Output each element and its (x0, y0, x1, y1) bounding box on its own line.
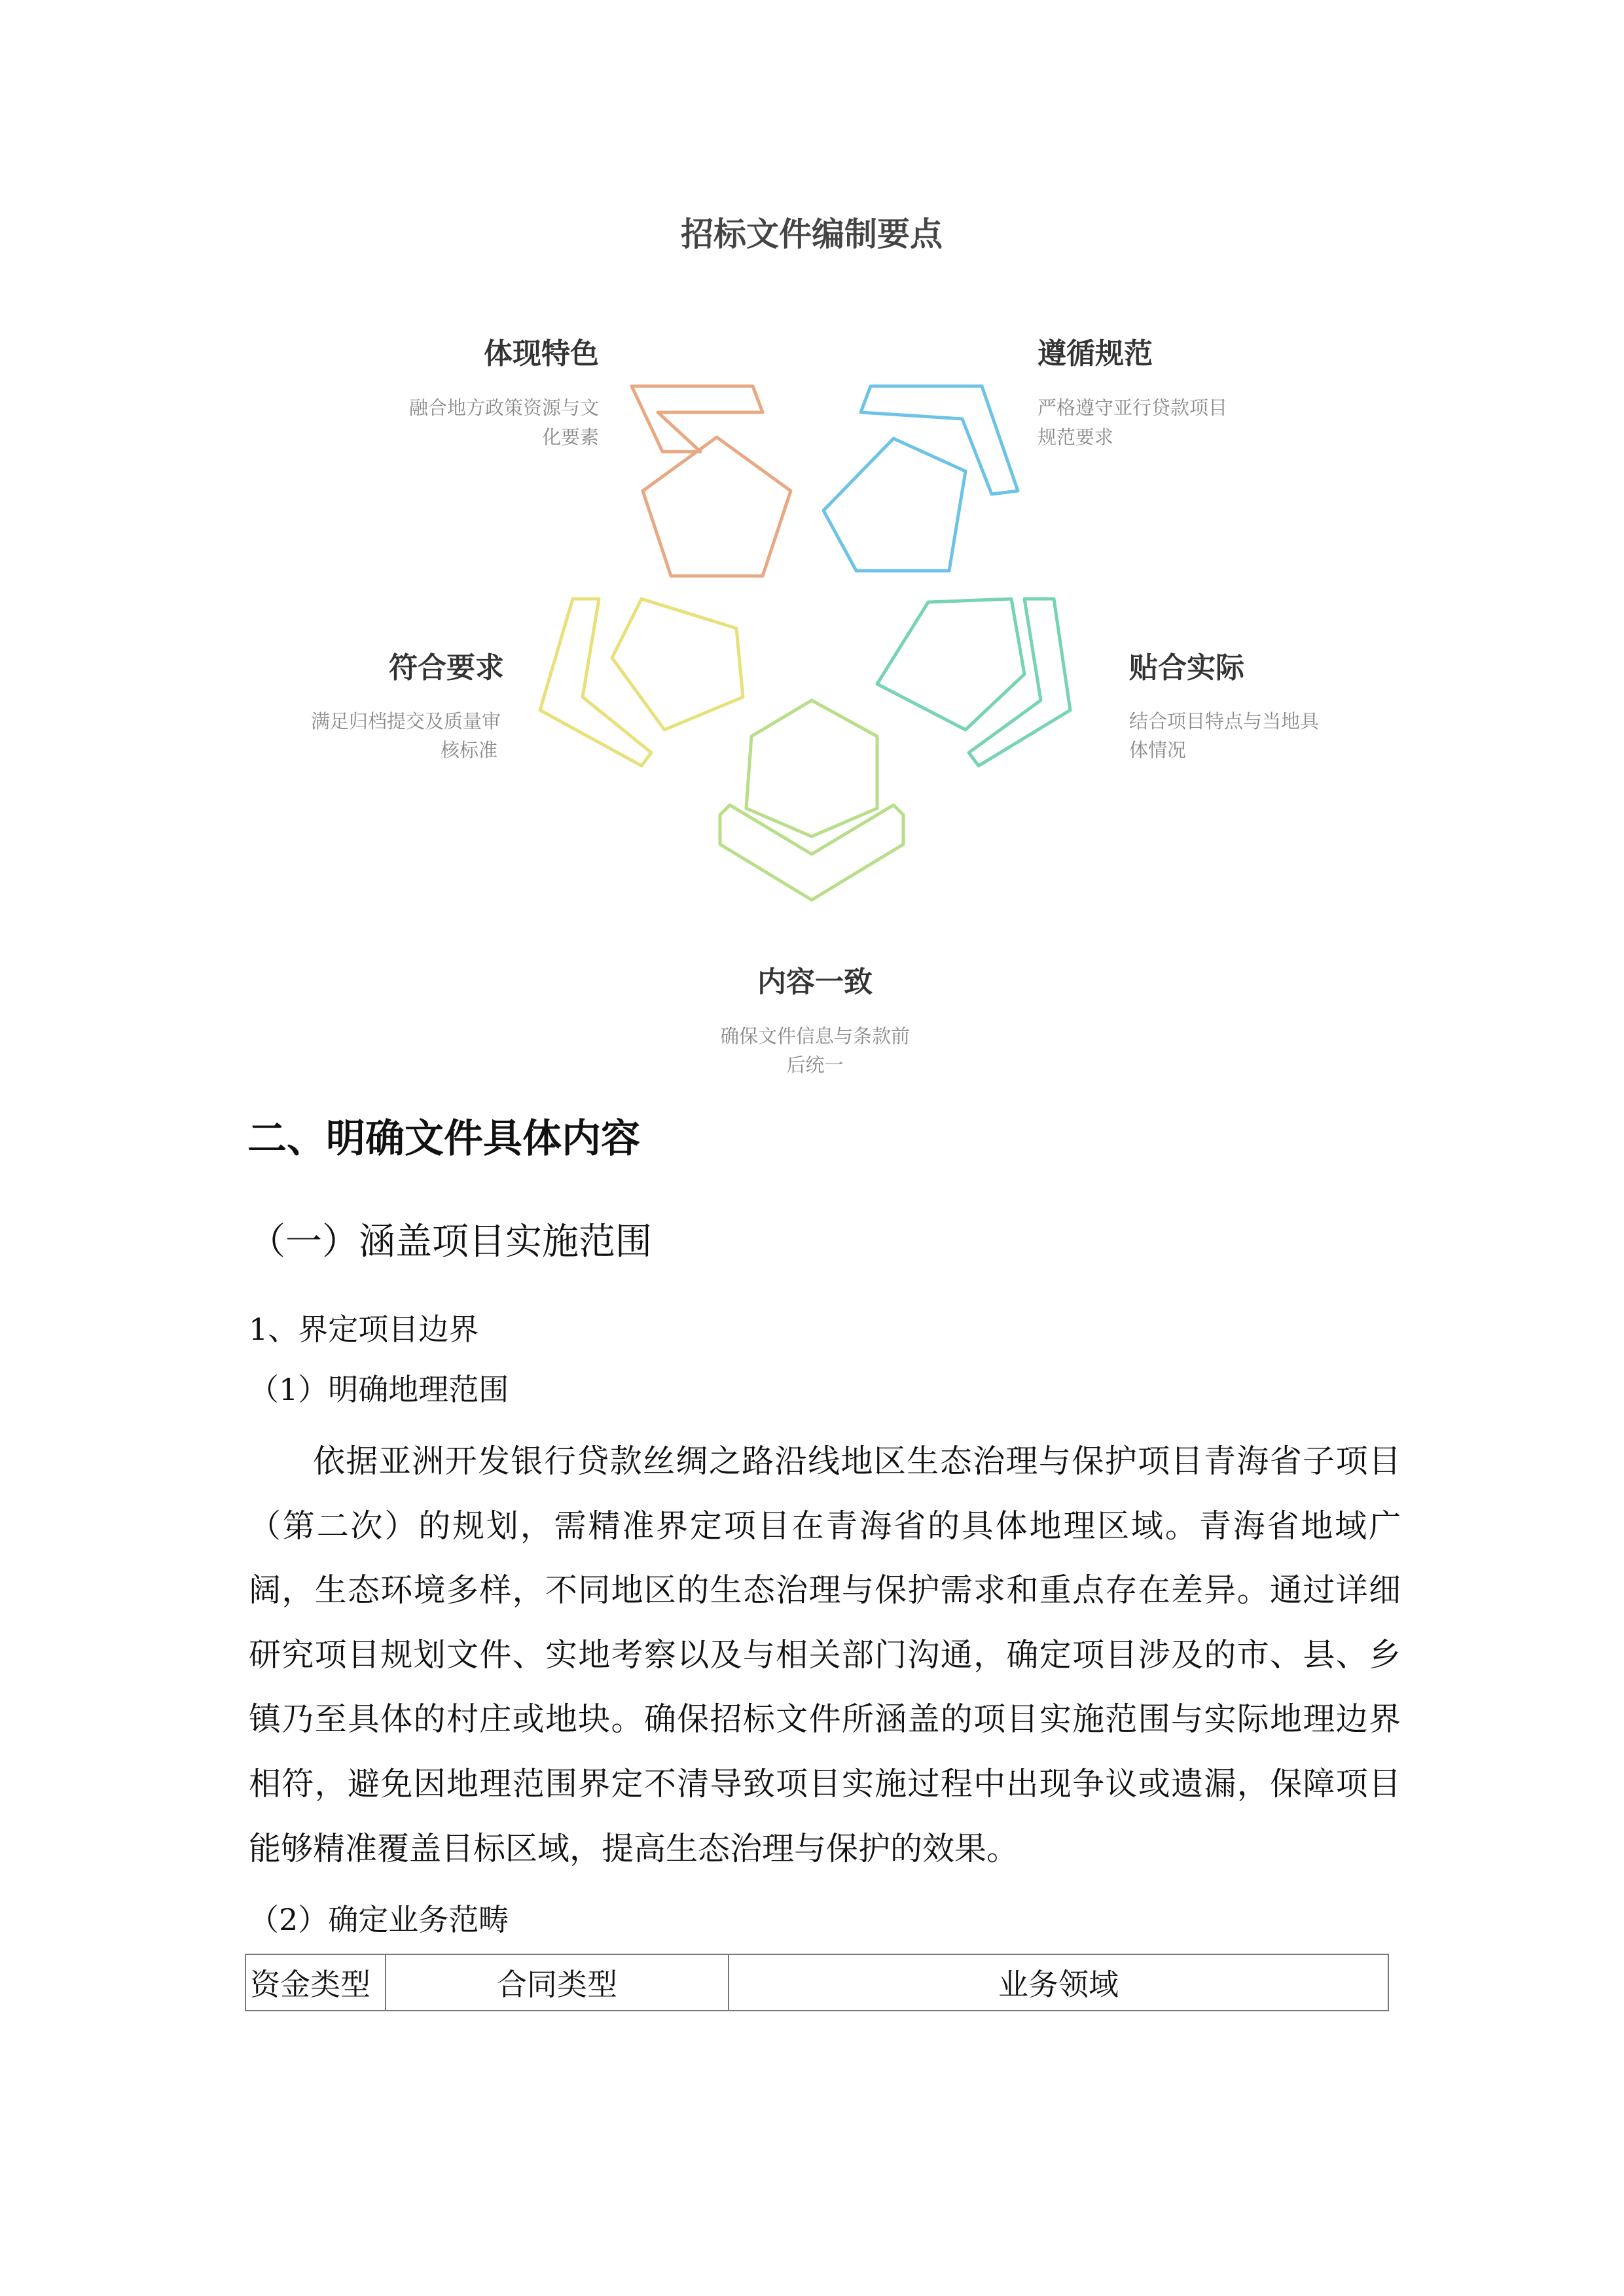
item-label-1: 体现特色 (484, 337, 599, 370)
business-scope-table (245, 1954, 1389, 2011)
table-header-cell: 业务领域 (729, 1954, 1388, 2011)
diagram-title: 招标文件编制要点 (681, 215, 943, 253)
pentagon-icon-2 (823, 386, 1018, 571)
item-label-5: 内容一致 (757, 965, 873, 999)
pentagon-icon-1 (632, 386, 791, 576)
table-header-cell: 资金类型 (245, 1954, 386, 2011)
item-desc-1b: 化要素 (541, 426, 599, 448)
item-desc-3b: 核标准 (440, 739, 497, 761)
item-heading-1-2: （2）确定业务范畴 (249, 1902, 509, 1937)
item-label-3: 符合要求 (389, 651, 504, 685)
item-desc-2a: 严格遵守亚行贷款项目 (1038, 397, 1228, 419)
body-paragraph: 依据亚洲开发银行贷款丝绸之路沿线地区生态治理与保护项目青海省子项目（第二次）的规划，需精准界定项目在青海省的具体地理区域。青海省地域广阔，生态环境多样，不同地区的生态治理与保护需求和重点存在差异。通过详细研究项目规划文件、实地考察以及与相关部门沟通，确定项目涉及的市、县、乡镇乃至具体的村庄或地块。确保招标文件所涵盖的项目实施范围与实际地理边界相符，避免因地理范围界定不清导致项目实施过程中出现争议或遗漏，保障项目能够精准覆盖目标区域，提高生态治理与保护的效果。 (249, 1443, 1401, 1867)
item-desc-5b: 后统一 (786, 1054, 844, 1076)
item-desc-2b: 规范要求 (1038, 426, 1114, 448)
item-label-4: 贴合实际 (1129, 651, 1244, 685)
pentagon-icon-5 (720, 700, 903, 900)
pentagon-icon-4 (877, 599, 1070, 766)
item-desc-1a: 融合地方政策资源与文 (408, 397, 599, 419)
table-header-cell: 合同类型 (386, 1954, 729, 2011)
item-heading-1: 1、界定项目边界 (249, 1312, 479, 1347)
item-desc-4a: 结合项目特点与当地具 (1129, 710, 1320, 732)
sub-heading: （一）涵盖项目实施范围 (249, 1221, 652, 1263)
item-desc-3a: 满足归档提交及质量审 (310, 710, 501, 732)
diagram-bid-document-key-points (0, 0, 1624, 1113)
item-desc-4b: 体情况 (1129, 739, 1187, 761)
table-header-row (245, 1954, 1388, 2011)
item-heading-1-1: （1）明确地理范围 (249, 1372, 509, 1407)
item-label-2: 遵循规范 (1038, 337, 1153, 370)
pentagon-icon-3 (540, 599, 743, 766)
item-desc-5a: 确保文件信息与条款前 (719, 1025, 911, 1047)
section-heading: 二、明确文件具体内容 (247, 1116, 640, 1162)
